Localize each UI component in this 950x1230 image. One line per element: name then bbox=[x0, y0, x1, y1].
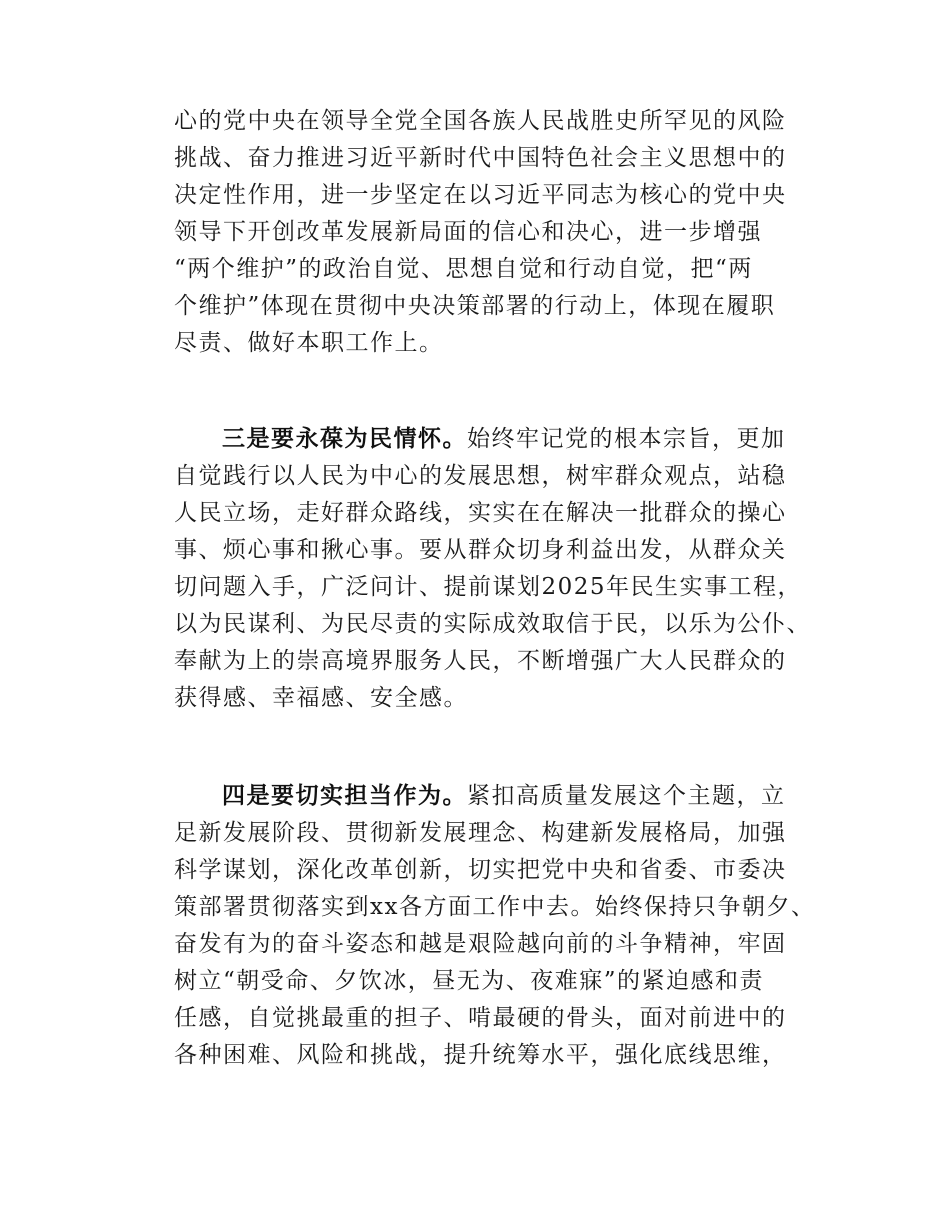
text-line: 策部署贯彻落实到xx各方面工作中去。始终保持只争朝夕、 bbox=[174, 894, 816, 920]
paragraph-first-line bbox=[174, 421, 824, 458]
text-line: 事、烦心事和揪心事。要从群众切身利益出发，从群众关 bbox=[174, 537, 787, 563]
text-line: 奋发有为的奋斗姿态和越是艰险越向前的斗争精神，牢固 bbox=[174, 931, 787, 957]
text-line: 奉献为上的崇高境界服务人民，不断增强广大人民群众的 bbox=[174, 648, 787, 674]
text-line: 切问题入手，广泛问计、提前谋划2025年民生实事工程， bbox=[174, 574, 803, 600]
text-line: 人民立场，走好群众路线，实实在在解决一批群众的操心 bbox=[174, 500, 787, 526]
text-line: 足新发展阶段、贯彻新发展理念、构建新发展格局，加强 bbox=[174, 820, 787, 846]
paragraph-2 bbox=[174, 421, 824, 717]
text-line: 领导下开创改革发展新局面的信心和决心，进一步增强 bbox=[174, 219, 762, 245]
paragraph-lead-heading: 四是要切实担当作为。 bbox=[222, 783, 467, 809]
text-line: 任感，自觉挑最重的担子、啃最硬的骨头，面对前进中的 bbox=[174, 1005, 787, 1031]
text-line: 心的党中央在领导全党全国各族人民战胜史所罕见的风险 bbox=[174, 108, 787, 134]
text-line: 挑战、奋力推进习近平新时代中国特色社会主义思想中的 bbox=[174, 145, 787, 171]
paragraph-first-line-text: 始终牢记党的根本宗旨，更加 bbox=[467, 426, 786, 452]
text-line: 各种困难、风险和挑战，提升统筹水平，强化底线思维， bbox=[174, 1042, 787, 1068]
paragraph-first-line-text: 紧扣高质量发展这个主题，立 bbox=[467, 783, 786, 809]
paragraph-lead-heading: 三是要永葆为民情怀。 bbox=[222, 426, 467, 452]
text-line: 获得感、幸福感、安全感。 bbox=[174, 685, 468, 711]
text-line: 决定性作用，进一步坚定在以习近平同志为核心的党中央 bbox=[174, 182, 787, 208]
text-line: 以为民谋利、为民尽责的实际成效取信于民，以乐为公仆、 bbox=[174, 611, 811, 637]
text-line: “两个维护”的政治自觉、思想自觉和行动自觉，把“两 bbox=[174, 256, 753, 282]
text-line: 树立“朝受命、夕饮冰，昼无为、夜难寐”的紧迫感和责 bbox=[174, 968, 765, 994]
text-line: 自觉践行以人民为中心的发展思想，树牢群众观点，站稳 bbox=[174, 463, 787, 489]
text-line: 个维护”体现在贯彻中央决策部署的行动上，体现在履职 bbox=[174, 293, 776, 319]
paragraph-first-line bbox=[174, 778, 824, 815]
text-line: 科学谋划，深化改革创新，切实把党中央和省委、市委决 bbox=[174, 857, 787, 883]
paragraph-1 bbox=[174, 103, 824, 362]
paragraph-3 bbox=[174, 778, 824, 1074]
text-line: 尽责、做好本职工作上。 bbox=[174, 330, 444, 356]
